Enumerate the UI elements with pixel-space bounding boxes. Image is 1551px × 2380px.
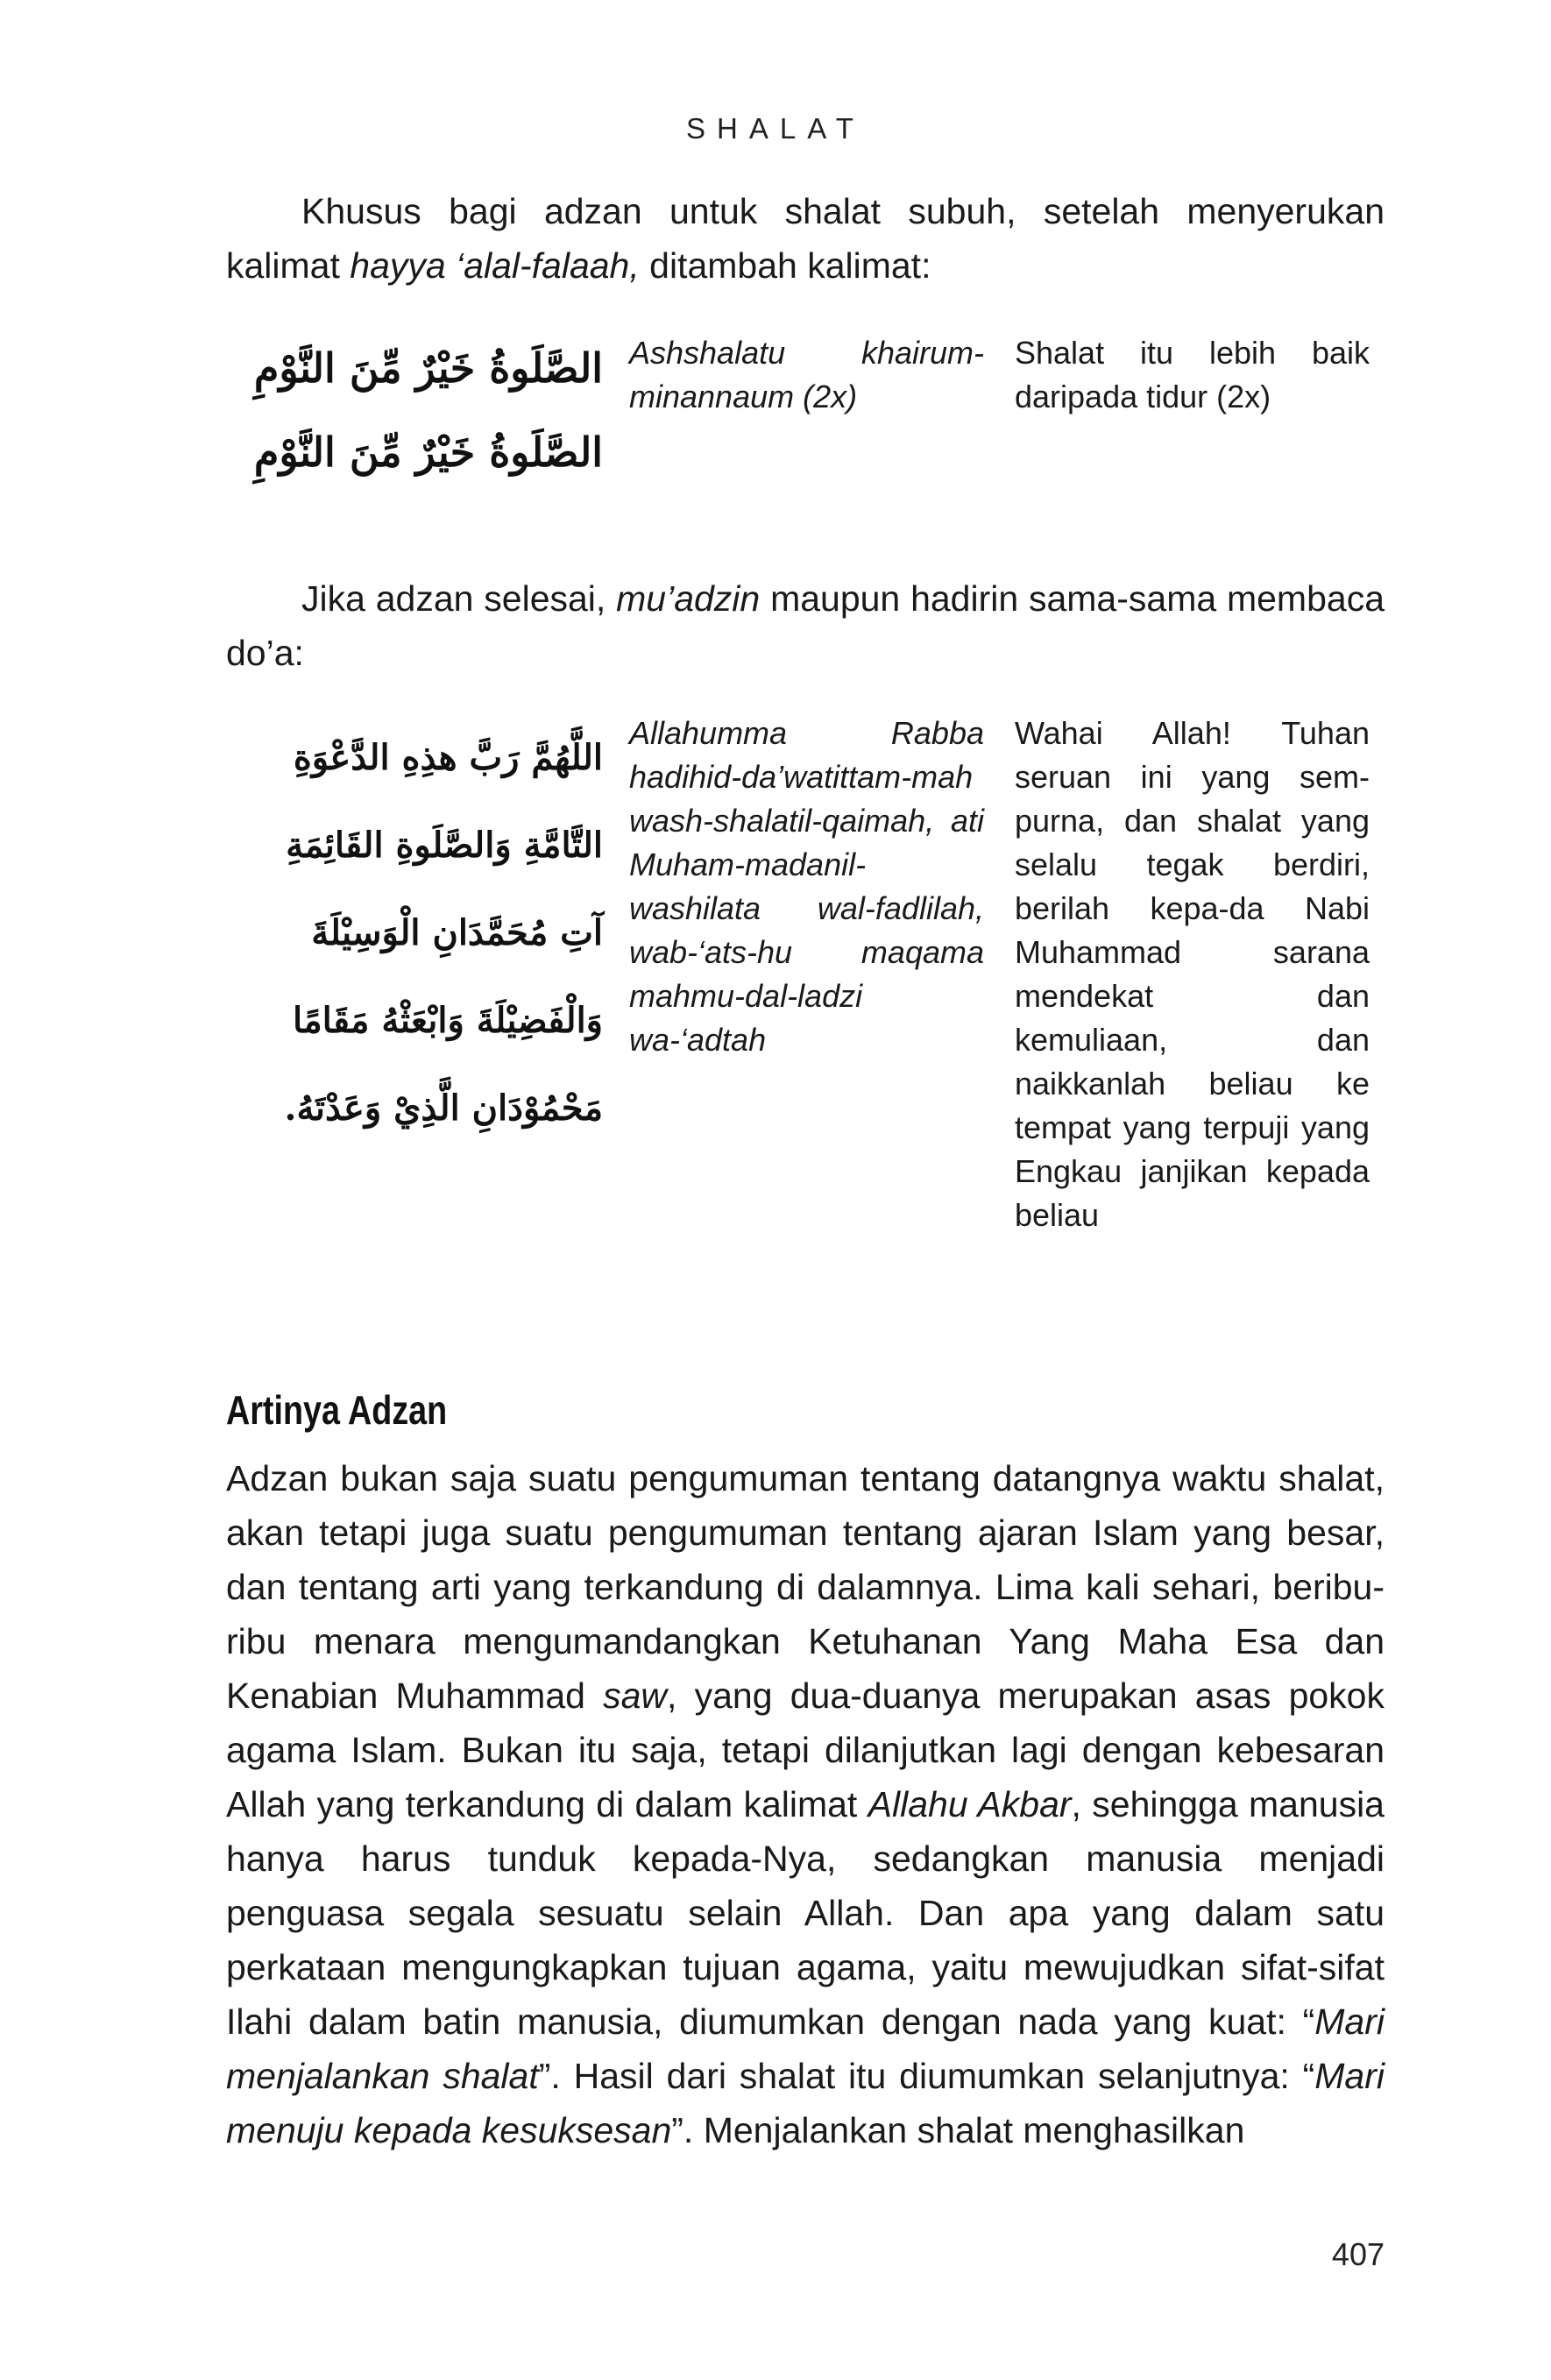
body-italic-saw: saw [603, 1675, 668, 1716]
body-text: ”. Menjalankan shalat menghasilkan [671, 2110, 1245, 2150]
body-italic-mari-shalat: Mari menjalankan shalat [226, 2001, 1385, 2096]
subuh-transliteration: Ashshalatu khairum-minannaum (2x) [629, 335, 984, 414]
arabic-line: التَّامَّةِ وَالصَّلَوةِ القَائِمَةِ [286, 825, 603, 866]
body-italic-mari-sukses: Mari menuju kepada kesuksesan [226, 2056, 1385, 2150]
doa-intro-italic: mu’adzin [616, 578, 761, 619]
running-title: SHALAT [686, 112, 865, 145]
doa-meaning: Wahai Allah! Tuhan seruan ini yang sem-purna, dan shalat yang selalu tegak berdiri, berilah kepa-da Nabi Muhammad sarana mendekat dan kemuliaan, dan naikkanlah beliau ke tempat yang terpuji yang Engkau janjikan kepada beliau [1015, 715, 1370, 1233]
arabic-line: وَالْفَضِيْلَةَ وَابْعَثْهُ مَقَامًا [293, 1000, 603, 1041]
subuh-meaning: Shalat itu lebih baik daripada tidur (2x) [1015, 335, 1370, 414]
doa-intro-text: Jika adzan selesai, [301, 578, 617, 619]
artinya-adzan-paragraph [226, 1451, 1385, 2157]
body-text: Adzan bukan saja suatu pengumuman tentang datangnya waktu shalat, akan tetapi juga suatu pengumuman tentang ajaran Islam yang besar, dan tentang arti yang terkandung di dalamnya. Lima kali sehari, beribu-ribu menara mengumandangkan Ketuhanan Yang Maha Esa dan Kenabian Muhammad [226, 1458, 1385, 1716]
arabic-line: الصَّلَوةُ خَيْرٌ مِّنَ النَّوْمِ [253, 429, 603, 476]
body-italic-allahu-akbar: Allahu Akbar [868, 1784, 1072, 1824]
doa-arabic-text [226, 714, 603, 1152]
arabic-line: الصَّلَوةُ خَيْرٌ مِّنَ النَّوْمِ [253, 344, 603, 392]
subuh-intro-text-end: ditambah kalimat: [639, 245, 931, 286]
body-text: ”. Hasil dari shalat itu diumumkan selanjutnya: “ [538, 2056, 1315, 2096]
subuh-intro-text: Khusus bagi adzan untuk shalat subuh, setelah menyerukan kalimat [226, 191, 1385, 286]
arabic-line: مَحْمُوْدَانِ الَّذِيْ وَعَدْتَهُ. [284, 1087, 603, 1129]
arabic-line: آتِ مُحَمَّدَانِ الْوَسِيْلَةَ [311, 912, 603, 953]
body-text: , yang dua-duanya merupakan asas pokok agama Islam. Bukan itu saja, tetapi dilanjutkan lagi dengan kebesaran Allah yang terkandung di dalam kalimat [226, 1675, 1385, 1824]
subuh-intro-italic: hayya ‘alal-falaah, [350, 245, 640, 286]
doa-intro-paragraph [226, 571, 1385, 680]
body-text: , sehingga manusia hanya harus tunduk kepada-Nya, sedangkan manusia menjadi penguasa segala sesuatu selain Allah. Dan apa yang dalam satu perkataan mengungkapkan tujuan agama, yaitu mewujudkan sifat-sifat Ilahi dalam batin manusia, diumumkan dengan nada yang kuat: “ [226, 1784, 1385, 2042]
subuh-intro-paragraph [226, 184, 1385, 293]
subuh-arabic-text [226, 326, 603, 494]
section-heading: Artinya Adzan [226, 1387, 448, 1433]
doa-transliteration: Allahumma Rabba hadihid-da’watittam-mah wash-shalatil-qaimah, ati Muham-madanil-washilata wal-fadlilah, wab-‘ats-hu maqama mahmu-dal-ladzi wa-‘adtah [629, 715, 984, 1058]
arabic-line: اللَّهُمَّ رَبَّ هذِهِ الدَّعْوَةِ [293, 737, 603, 778]
doa-intro-text-end: maupun hadirin sama-sama membaca do’a: [226, 578, 1385, 673]
page-number: 407 [1331, 2236, 1385, 2272]
